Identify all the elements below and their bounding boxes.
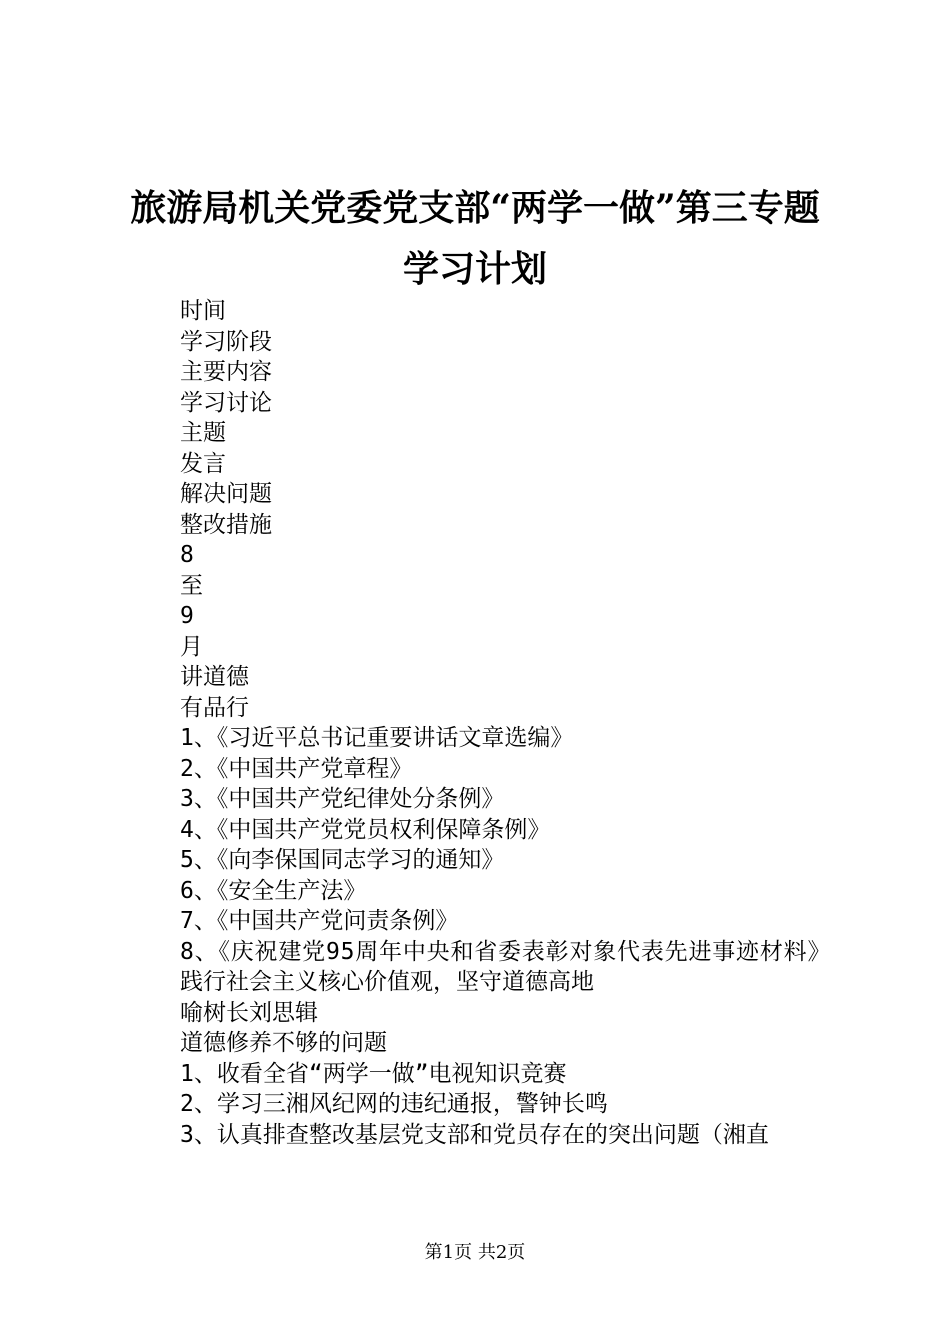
- body-line: 1、收看全省“两学一做”电视知识竞赛: [180, 1060, 567, 1087]
- body-line: 1、《习近平总书记重要讲话文章选编》: [180, 725, 574, 751]
- body-line: 时间: [180, 298, 226, 324]
- body-line: 7、《中国共产党问责条例》: [180, 908, 459, 934]
- body-wrapped-line: 8、《庆祝建党95周年中央和省委表彰对象代表先进事迹材料》: [180, 938, 832, 965]
- body-line: 整改措施: [180, 511, 272, 538]
- body-line: 道德修养不够的问题: [180, 1030, 387, 1056]
- body-line: 学习讨论: [180, 389, 272, 416]
- body-line: 学习阶段: [180, 328, 272, 355]
- body-line: 月: [180, 633, 203, 660]
- body-line: 2、《中国共产党章程》: [180, 755, 413, 782]
- body-line: 8: [180, 542, 194, 568]
- body-line: 解决问题: [180, 481, 272, 507]
- body-line: 5、《向李保国同志学习的通知》: [180, 847, 505, 873]
- body-line: 3、认真排查整改基层党支部和党员存在的突出问题（湘直: [180, 1121, 769, 1148]
- body-line: 至: [180, 572, 203, 599]
- body-line: 践行社会主义核心价值观，坚守道德高地: [180, 969, 594, 995]
- body-line: 4、《中国共产党党员权利保障条例》: [180, 816, 551, 843]
- body-line: 2、学习三湘风纪网的违纪通报，警钟长鸣: [180, 1091, 608, 1117]
- body-line: 讲道德: [180, 664, 249, 690]
- body-line: 主题: [180, 420, 226, 446]
- document-title-line-2: 学习计划: [402, 248, 547, 290]
- body-line: 9: [180, 603, 194, 629]
- document-title-line-1: 旅游局机关党委党支部“两学一做”第三专题: [130, 187, 820, 229]
- body-line: 有品行: [180, 694, 249, 721]
- body-line: 喻树长刘思辑: [180, 999, 318, 1026]
- page-footer: 第1页 共2页: [424, 1242, 526, 1263]
- body-line: 3、《中国共产党纪律处分条例》: [180, 786, 505, 812]
- document-body: [130, 296, 832, 1150]
- body-line: 发言: [180, 450, 226, 477]
- body-line: 6、《安全生产法》: [180, 877, 367, 904]
- body-line: 主要内容: [180, 359, 272, 385]
